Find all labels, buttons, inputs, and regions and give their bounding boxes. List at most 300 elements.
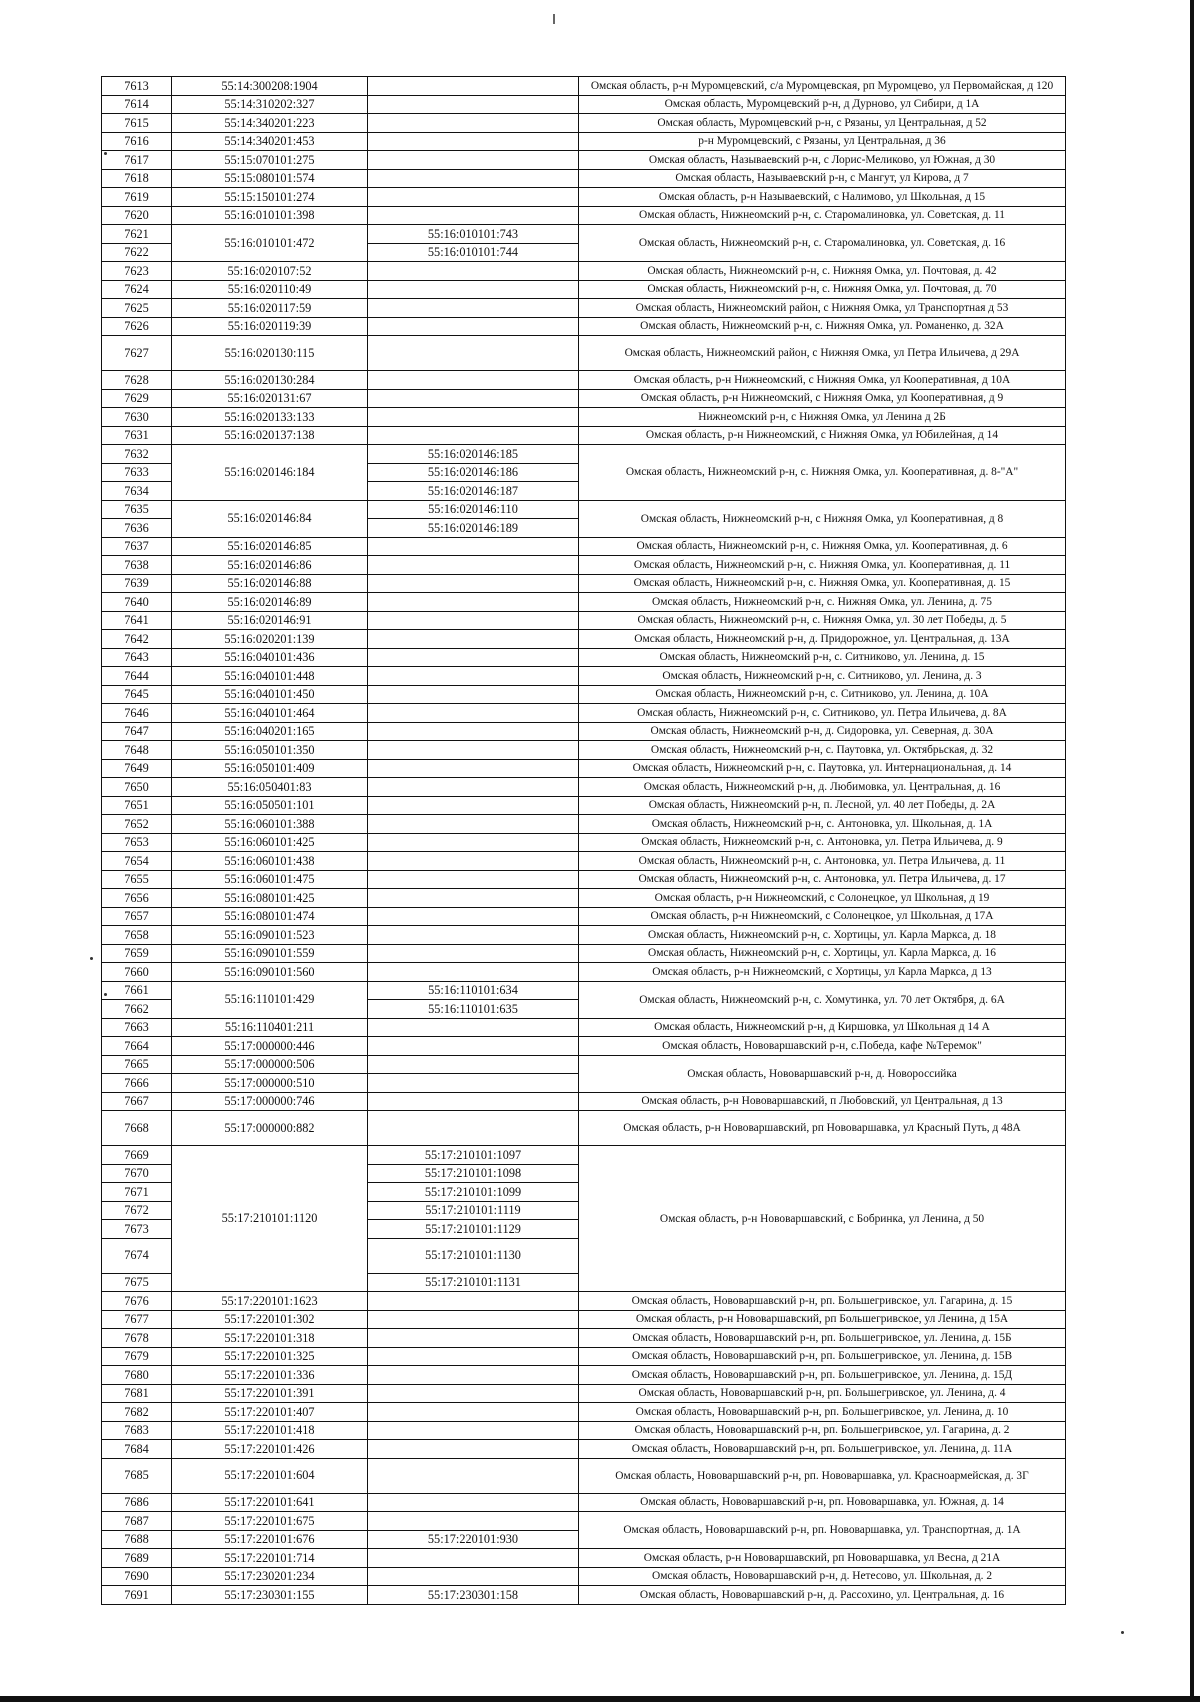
table-row [102, 1458, 1066, 1493]
row-number-cell: 7687 [102, 1512, 172, 1531]
cadastral-number-cell: 55:17:220101:676 [172, 1530, 368, 1549]
cadastral-number-cell: 55:16:090101:523 [172, 926, 368, 945]
table-row [102, 132, 1066, 151]
cadastral-number-cell: 55:15:070101:275 [172, 151, 368, 170]
row-number-cell: 7690 [102, 1567, 172, 1586]
linked-cadastral-number-cell: 55:16:010101:743 [368, 225, 579, 244]
cadastral-number-cell: 55:16:040101:436 [172, 648, 368, 667]
address-cell: Омская область, Нижнеомский р-н, с. Антоновка, ул. Школьная, д. 1А [579, 815, 1066, 834]
table-row [102, 778, 1066, 797]
address-cell: р-н Муромцевский, с Рязаны, ул Центральная, д 36 [579, 132, 1066, 151]
linked-cadastral-number-cell [368, 151, 579, 170]
registry-table-body [102, 77, 1066, 1605]
row-number-cell: 7646 [102, 704, 172, 723]
address-cell: Омская область, р-н Нижнеомский, с Солонецкое, ул Школьная, д 19 [579, 889, 1066, 908]
table-row [102, 426, 1066, 445]
table-row [102, 759, 1066, 778]
address-cell: Омская область, р-н Нижнеомский, с Нижняя Омка, ул Кооперативная, д 9 [579, 389, 1066, 408]
linked-cadastral-number-cell [368, 1347, 579, 1366]
linked-cadastral-number-cell [368, 667, 579, 686]
cadastral-number-cell: 55:14:340201:223 [172, 114, 368, 133]
address-cell: Омская область, Нововаршавский р-н, д. Новороссийка [579, 1055, 1066, 1092]
table-row [102, 169, 1066, 188]
linked-cadastral-number-cell: 55:17:210101:1130 [368, 1238, 579, 1273]
address-cell: Нижнеомский р-н, с Нижняя Омка, ул Ленина д 2Б [579, 408, 1066, 427]
table-row [102, 1037, 1066, 1056]
table-row [102, 685, 1066, 704]
linked-cadastral-number-cell [368, 722, 579, 741]
table-row [102, 648, 1066, 667]
cadastral-number-cell: 55:16:010101:472 [172, 225, 368, 262]
address-cell: Омская область, Называевский р-н, с Лорис-Меликово, ул Южная, д 30 [579, 151, 1066, 170]
table-row [102, 889, 1066, 908]
linked-cadastral-number-cell [368, 114, 579, 133]
linked-cadastral-number-cell [368, 317, 579, 336]
table-row [102, 408, 1066, 427]
cadastral-number-cell: 55:16:050501:101 [172, 796, 368, 815]
table-row [102, 1493, 1066, 1512]
row-number-cell: 7657 [102, 907, 172, 926]
cadastral-number-cell: 55:14:340201:453 [172, 132, 368, 151]
table-row [102, 556, 1066, 575]
linked-cadastral-number-cell [368, 95, 579, 114]
cadastral-number-cell: 55:15:080101:574 [172, 169, 368, 188]
table-row [102, 537, 1066, 556]
cadastral-number-cell: 55:14:310202:327 [172, 95, 368, 114]
linked-cadastral-number-cell [368, 907, 579, 926]
address-cell: Омская область, Муромцевский р-н, с Рязаны, ул Центральная, д 52 [579, 114, 1066, 133]
address-cell: Омская область, Нововаршавский р-н, рп. Большегривское, ул. Ленина, д. 4 [579, 1384, 1066, 1403]
linked-cadastral-number-cell [368, 1366, 579, 1385]
linked-cadastral-number-cell [368, 704, 579, 723]
cadastral-number-cell: 55:16:020201:139 [172, 630, 368, 649]
row-number-cell: 7621 [102, 225, 172, 244]
address-cell: Омская область, Называевский р-н, с Мангут, ул Кирова, д 7 [579, 169, 1066, 188]
row-number-cell: 7666 [102, 1074, 172, 1093]
linked-cadastral-number-cell [368, 611, 579, 630]
table-row [102, 944, 1066, 963]
table-row [102, 1567, 1066, 1586]
linked-cadastral-number-cell [368, 1037, 579, 1056]
table-row [102, 611, 1066, 630]
cadastral-number-cell: 55:16:040201:165 [172, 722, 368, 741]
linked-cadastral-number-cell [368, 537, 579, 556]
linked-cadastral-number-cell [368, 815, 579, 834]
table-row [102, 630, 1066, 649]
row-number-cell: 7661 [102, 981, 172, 1000]
cadastral-number-cell: 55:16:050101:350 [172, 741, 368, 760]
table-row [102, 1018, 1066, 1037]
table-row [102, 1512, 1066, 1531]
cadastral-number-cell: 55:16:050101:409 [172, 759, 368, 778]
linked-cadastral-number-cell [368, 963, 579, 982]
linked-cadastral-number-cell [368, 648, 579, 667]
address-cell: Омская область, Нижнеомский р-н, с. Нижняя Омка, ул. Почтовая, д. 42 [579, 262, 1066, 281]
cadastral-number-cell: 55:16:040101:450 [172, 685, 368, 704]
address-cell: Омская область, Нововаршавский р-н, рп. Большегривское, ул. Гагарина, д. 15 [579, 1292, 1066, 1311]
table-row [102, 317, 1066, 336]
linked-cadastral-number-cell [368, 926, 579, 945]
row-number-cell: 7683 [102, 1421, 172, 1440]
linked-cadastral-number-cell: 55:16:020146:186 [368, 463, 579, 482]
cadastral-number-cell: 55:16:110401:211 [172, 1018, 368, 1037]
cadastral-number-cell: 55:16:020131:67 [172, 389, 368, 408]
row-number-cell: 7675 [102, 1273, 172, 1292]
table-row [102, 299, 1066, 318]
address-cell: Омская область, Нижнеомский р-н, с. Нижняя Омка, ул. Кооперативная, д. 6 [579, 537, 1066, 556]
table-row [102, 445, 1066, 464]
row-number-cell: 7668 [102, 1111, 172, 1146]
address-cell: Омская область, р-н Нововаршавский, рп Нововаршавка, ул Весна, д 21А [579, 1549, 1066, 1568]
cadastral-number-cell: 55:17:220101:336 [172, 1366, 368, 1385]
linked-cadastral-number-cell [368, 944, 579, 963]
row-number-cell: 7686 [102, 1493, 172, 1512]
row-number-cell: 7625 [102, 299, 172, 318]
address-cell: Омская область, р-н Нижнеомский, с Нижняя Омка, ул Кооперативная, д 10А [579, 371, 1066, 390]
table-row [102, 1366, 1066, 1385]
cadastral-number-cell: 55:16:050401:83 [172, 778, 368, 797]
linked-cadastral-number-cell: 55:17:230301:158 [368, 1586, 579, 1605]
cadastral-number-cell: 55:17:220101:1623 [172, 1292, 368, 1311]
table-row [102, 225, 1066, 244]
linked-cadastral-number-cell: 55:17:210101:1119 [368, 1201, 579, 1220]
linked-cadastral-number-cell [368, 630, 579, 649]
cadastral-number-cell: 55:17:000000:746 [172, 1092, 368, 1111]
scan-edge-bottom [0, 1696, 1200, 1702]
scan-edge-right [1190, 0, 1194, 1702]
address-cell: Омская область, р-н Нововаршавский, рп Большегривское, ул Ленина, д 15А [579, 1310, 1066, 1329]
linked-cadastral-number-cell [368, 741, 579, 760]
address-cell: Омская область, р-н Нижнеомский, с Солонецкое, ул Школьная, д 17А [579, 907, 1066, 926]
cadastral-number-cell: 55:16:020119:39 [172, 317, 368, 336]
linked-cadastral-number-cell: 55:16:010101:744 [368, 243, 579, 262]
linked-cadastral-number-cell: 55:16:110101:634 [368, 981, 579, 1000]
row-number-cell: 7651 [102, 796, 172, 815]
address-cell: Омская область, р-н Муромцевский, с/а Муромцевская, рп Муромцево, ул Первомайская, д 120 [579, 77, 1066, 96]
cadastral-number-cell: 55:15:150101:274 [172, 188, 368, 207]
linked-cadastral-number-cell [368, 1440, 579, 1459]
linked-cadastral-number-cell [368, 1403, 579, 1422]
cadastral-number-cell: 55:17:220101:675 [172, 1512, 368, 1531]
address-cell: Омская область, Нижнеомский р-н, с. Старомалиновка, ул. Советская, д. 11 [579, 206, 1066, 225]
linked-cadastral-number-cell: 55:16:020146:189 [368, 519, 579, 538]
table-row [102, 722, 1066, 741]
row-number-cell: 7680 [102, 1366, 172, 1385]
cadastral-number-cell: 55:16:020146:84 [172, 500, 368, 537]
table-row [102, 206, 1066, 225]
linked-cadastral-number-cell [368, 574, 579, 593]
cadastral-number-cell: 55:16:020146:91 [172, 611, 368, 630]
row-number-cell: 7628 [102, 371, 172, 390]
row-number-cell: 7626 [102, 317, 172, 336]
row-number-cell: 7641 [102, 611, 172, 630]
row-number-cell: 7653 [102, 833, 172, 852]
cadastral-number-cell: 55:16:020146:85 [172, 537, 368, 556]
row-number-cell: 7635 [102, 500, 172, 519]
table-row [102, 1055, 1066, 1074]
cadastral-number-cell: 55:17:000000:510 [172, 1074, 368, 1093]
address-cell: Омская область, Нижнеомский р-н, с. Ситниково, ул. Ленина, д. 15 [579, 648, 1066, 667]
row-number-cell: 7650 [102, 778, 172, 797]
linked-cadastral-number-cell [368, 1310, 579, 1329]
linked-cadastral-number-cell [368, 1092, 579, 1111]
row-number-cell: 7616 [102, 132, 172, 151]
linked-cadastral-number-cell [368, 1055, 579, 1074]
cadastral-number-cell: 55:17:000000:446 [172, 1037, 368, 1056]
address-cell: Омская область, р-н Нововаршавский, рп Нововаршавка, ул Красный Путь, д 48А [579, 1111, 1066, 1146]
address-cell: Омская область, Нововаршавский р-н, д. Рассохино, ул. Центральная, д. 16 [579, 1586, 1066, 1605]
table-row [102, 336, 1066, 371]
row-number-cell: 7622 [102, 243, 172, 262]
address-cell: Омская область, Нижнеомский р-н, с. Хортицы, ул. Карла Маркса, д. 18 [579, 926, 1066, 945]
row-number-cell: 7684 [102, 1440, 172, 1459]
linked-cadastral-number-cell [368, 796, 579, 815]
address-cell: Омская область, Нововаршавский р-н, рп. Нововаршавка, ул. Транспортная, д. 1А [579, 1512, 1066, 1549]
property-registry-table [101, 76, 1066, 1605]
address-cell: Омская область, Нижнеомский р-н, с. Нижняя Омка, ул. Кооперативная, д. 11 [579, 556, 1066, 575]
table-row [102, 852, 1066, 871]
table-row [102, 371, 1066, 390]
row-number-cell: 7632 [102, 445, 172, 464]
row-number-cell: 7660 [102, 963, 172, 982]
linked-cadastral-number-cell [368, 852, 579, 871]
row-number-cell: 7615 [102, 114, 172, 133]
table-row [102, 95, 1066, 114]
cadastral-number-cell: 55:17:210101:1120 [172, 1146, 368, 1292]
row-number-cell: 7645 [102, 685, 172, 704]
cadastral-number-cell: 55:17:220101:604 [172, 1458, 368, 1493]
cadastral-number-cell: 55:17:220101:318 [172, 1329, 368, 1348]
cadastral-number-cell: 55:16:020137:138 [172, 426, 368, 445]
scan-speck [90, 957, 93, 960]
cadastral-number-cell: 55:16:040101:464 [172, 704, 368, 723]
cadastral-number-cell: 55:17:220101:714 [172, 1549, 368, 1568]
address-cell: Омская область, Нижнеомский район, с Нижняя Омка, ул Петра Ильичева, д 29А [579, 336, 1066, 371]
cadastral-number-cell: 55:16:040101:448 [172, 667, 368, 686]
row-number-cell: 7639 [102, 574, 172, 593]
cadastral-number-cell: 55:17:230201:234 [172, 1567, 368, 1586]
cadastral-number-cell: 55:17:220101:641 [172, 1493, 368, 1512]
linked-cadastral-number-cell [368, 1567, 579, 1586]
row-number-cell: 7679 [102, 1347, 172, 1366]
row-number-cell: 7633 [102, 463, 172, 482]
address-cell: Омская область, р-н Называевский, с Налимово, ул Школьная, д 15 [579, 188, 1066, 207]
table-row [102, 833, 1066, 852]
row-number-cell: 7630 [102, 408, 172, 427]
cadastral-number-cell: 55:16:060101:438 [172, 852, 368, 871]
table-row [102, 1292, 1066, 1311]
row-number-cell: 7663 [102, 1018, 172, 1037]
cadastral-number-cell: 55:16:020133:133 [172, 408, 368, 427]
table-row [102, 963, 1066, 982]
row-number-cell: 7647 [102, 722, 172, 741]
cadastral-number-cell: 55:17:000000:506 [172, 1055, 368, 1074]
row-number-cell: 7643 [102, 648, 172, 667]
address-cell: Омская область, Нижнеомский р-н, с. Нижняя Омка, ул. Почтовая, д. 70 [579, 280, 1066, 299]
row-number-cell: 7672 [102, 1201, 172, 1220]
table-row [102, 870, 1066, 889]
cadastral-number-cell: 55:16:080101:474 [172, 907, 368, 926]
table-row [102, 667, 1066, 686]
row-number-cell: 7634 [102, 482, 172, 501]
row-number-cell: 7614 [102, 95, 172, 114]
linked-cadastral-number-cell [368, 188, 579, 207]
table-row [102, 796, 1066, 815]
row-number-cell: 7629 [102, 389, 172, 408]
table-row [102, 1310, 1066, 1329]
address-cell: Омская область, Нижнеомский р-н, с. Нижняя Омка, ул. Ленина, д. 75 [579, 593, 1066, 612]
address-cell: Омская область, р-н Нововаршавский, п Любовский, ул Центральная, д 13 [579, 1092, 1066, 1111]
address-cell: Омская область, Нововаршавский р-н, рп. Большегривское, ул. Ленина, д. 15Б [579, 1329, 1066, 1348]
address-cell: Омская область, Нижнеомский р-н, с. Нижняя Омка, ул. Романенко, д. 32А [579, 317, 1066, 336]
address-cell: Омская область, Нижнеомский р-н, д Киршовка, ул Школьная д 14 А [579, 1018, 1066, 1037]
linked-cadastral-number-cell: 55:17:210101:1129 [368, 1220, 579, 1239]
linked-cadastral-number-cell: 55:17:210101:1098 [368, 1164, 579, 1183]
address-cell: Омская область, Нижнеомский р-н, с. Хортицы, ул. Карла Маркса, д. 16 [579, 944, 1066, 963]
row-number-cell: 7631 [102, 426, 172, 445]
table-row [102, 1440, 1066, 1459]
address-cell: Омская область, Нижнеомский р-н, д. Сидоровка, ул. Северная, д. 30А [579, 722, 1066, 741]
cadastral-number-cell: 55:16:110101:429 [172, 981, 368, 1018]
row-number-cell: 7667 [102, 1092, 172, 1111]
address-cell: Омская область, Нововаршавский р-н, рп. Большегривское, ул. Ленина, д. 11А [579, 1440, 1066, 1459]
linked-cadastral-number-cell [368, 593, 579, 612]
table-row [102, 1421, 1066, 1440]
row-number-cell: 7637 [102, 537, 172, 556]
linked-cadastral-number-cell [368, 1549, 579, 1568]
table-row [102, 1549, 1066, 1568]
address-cell: Омская область, Нижнеомский р-н, с. Антоновка, ул. Петра Ильичева, д. 11 [579, 852, 1066, 871]
row-number-cell: 7618 [102, 169, 172, 188]
linked-cadastral-number-cell [368, 759, 579, 778]
cadastral-number-cell: 55:17:220101:302 [172, 1310, 368, 1329]
table-row [102, 77, 1066, 96]
linked-cadastral-number-cell [368, 408, 579, 427]
table-row [102, 907, 1066, 926]
row-number-cell: 7656 [102, 889, 172, 908]
cadastral-number-cell: 55:17:220101:426 [172, 1440, 368, 1459]
row-number-cell: 7689 [102, 1549, 172, 1568]
row-number-cell: 7681 [102, 1384, 172, 1403]
table-row [102, 114, 1066, 133]
row-number-cell: 7674 [102, 1238, 172, 1273]
table-row [102, 151, 1066, 170]
address-cell: Омская область, Нововаршавский р-н, рп. Нововаршавка, ул. Южная, д. 14 [579, 1493, 1066, 1512]
linked-cadastral-number-cell [368, 299, 579, 318]
table-row [102, 981, 1066, 1000]
cadastral-number-cell: 55:16:020110:49 [172, 280, 368, 299]
cadastral-number-cell: 55:16:020130:284 [172, 371, 368, 390]
linked-cadastral-number-cell [368, 870, 579, 889]
cadastral-number-cell: 55:17:220101:391 [172, 1384, 368, 1403]
table-row [102, 188, 1066, 207]
row-number-cell: 7636 [102, 519, 172, 538]
address-cell: Омская область, Нововаршавский р-н, с.Победа, кафе №Теремок" [579, 1037, 1066, 1056]
table-row [102, 262, 1066, 281]
linked-cadastral-number-cell: 55:17:210101:1097 [368, 1146, 579, 1165]
row-number-cell: 7664 [102, 1037, 172, 1056]
table-row [102, 593, 1066, 612]
address-cell: Омская область, Нововаршавский р-н, рп. Большегривское, ул. Ленина, д. 10 [579, 1403, 1066, 1422]
row-number-cell: 7624 [102, 280, 172, 299]
row-number-cell: 7649 [102, 759, 172, 778]
linked-cadastral-number-cell [368, 206, 579, 225]
address-cell: Омская область, Нововаршавский р-н, рп. Большегривское, ул. Гагарина, д. 2 [579, 1421, 1066, 1440]
table-row [102, 574, 1066, 593]
linked-cadastral-number-cell [368, 280, 579, 299]
row-number-cell: 7627 [102, 336, 172, 371]
cadastral-number-cell: 55:16:020146:184 [172, 445, 368, 501]
row-number-cell: 7691 [102, 1586, 172, 1605]
table-row [102, 741, 1066, 760]
address-cell: Омская область, Нижнеомский р-н, с. Ситниково, ул. Петра Ильичева, д. 8А [579, 704, 1066, 723]
address-cell: Омская область, Нижнеомский р-н, с. Ситниково, ул. Ленина, д. 10А [579, 685, 1066, 704]
row-number-cell: 7644 [102, 667, 172, 686]
cadastral-number-cell: 55:16:020107:52 [172, 262, 368, 281]
cadastral-number-cell: 55:17:220101:418 [172, 1421, 368, 1440]
address-cell: Омская область, Нижнеомский р-н, с. Хомутинка, ул. 70 лет Октября, д. 6А [579, 981, 1066, 1018]
row-number-cell: 7620 [102, 206, 172, 225]
table-row [102, 1092, 1066, 1111]
row-number-cell: 7671 [102, 1183, 172, 1202]
linked-cadastral-number-cell [368, 1384, 579, 1403]
linked-cadastral-number-cell: 55:16:020146:110 [368, 500, 579, 519]
address-cell: Омская область, р-н Нижнеомский, с Нижняя Омка, ул Юбилейная, д 14 [579, 426, 1066, 445]
linked-cadastral-number-cell: 55:17:210101:1131 [368, 1273, 579, 1292]
table-row [102, 1403, 1066, 1422]
row-number-cell: 7685 [102, 1458, 172, 1493]
address-cell: Омская область, Нижнеомский р-н, с Нижняя Омка, ул Кооперативная, д 8 [579, 500, 1066, 537]
address-cell: Омская область, Нововаршавский р-н, рп. Большегривское, ул. Ленина, д. 15Д [579, 1366, 1066, 1385]
linked-cadastral-number-cell [368, 1329, 579, 1348]
linked-cadastral-number-cell: 55:16:110101:635 [368, 1000, 579, 1019]
linked-cadastral-number-cell [368, 1458, 579, 1493]
table-row [102, 1329, 1066, 1348]
linked-cadastral-number-cell [368, 833, 579, 852]
linked-cadastral-number-cell [368, 389, 579, 408]
linked-cadastral-number-cell [368, 1292, 579, 1311]
row-number-cell: 7654 [102, 852, 172, 871]
linked-cadastral-number-cell [368, 1111, 579, 1146]
address-cell: Омская область, Нижнеомский р-н, с. Нижняя Омка, ул. Кооперативная, д. 15 [579, 574, 1066, 593]
scan-speck [104, 152, 107, 155]
linked-cadastral-number-cell [368, 426, 579, 445]
linked-cadastral-number-cell [368, 1074, 579, 1093]
linked-cadastral-number-cell: 55:17:210101:1099 [368, 1183, 579, 1202]
cadastral-number-cell: 55:16:010101:398 [172, 206, 368, 225]
linked-cadastral-number-cell: 55:16:020146:185 [368, 445, 579, 464]
cadastral-number-cell: 55:17:000000:882 [172, 1111, 368, 1146]
row-number-cell: 7655 [102, 870, 172, 889]
address-cell: Омская область, Нижнеомский р-н, п. Лесной, ул. 40 лет Победы, д. 2А [579, 796, 1066, 815]
address-cell: Омская область, Муромцевский р-н, д Дурново, ул Сибири, д 1А [579, 95, 1066, 114]
address-cell: Омская область, Нижнеомский р-н, д. Придорожное, ул. Центральная, д. 13А [579, 630, 1066, 649]
linked-cadastral-number-cell [368, 1512, 579, 1531]
cadastral-number-cell: 55:16:020146:89 [172, 593, 368, 612]
cadastral-number-cell: 55:16:080101:425 [172, 889, 368, 908]
address-cell: Омская область, Нижнеомский р-н, с. Старомалиновка, ул. Советская, д. 16 [579, 225, 1066, 262]
cadastral-number-cell: 55:16:020146:86 [172, 556, 368, 575]
cadastral-number-cell: 55:17:230301:155 [172, 1586, 368, 1605]
row-number-cell: 7642 [102, 630, 172, 649]
table-row [102, 389, 1066, 408]
linked-cadastral-number-cell [368, 336, 579, 371]
row-number-cell: 7619 [102, 188, 172, 207]
row-number-cell: 7640 [102, 593, 172, 612]
cadastral-number-cell: 55:17:220101:325 [172, 1347, 368, 1366]
address-cell: Омская область, Нижнеомский р-н, д. Любимовка, ул. Центральная, д. 16 [579, 778, 1066, 797]
linked-cadastral-number-cell [368, 556, 579, 575]
